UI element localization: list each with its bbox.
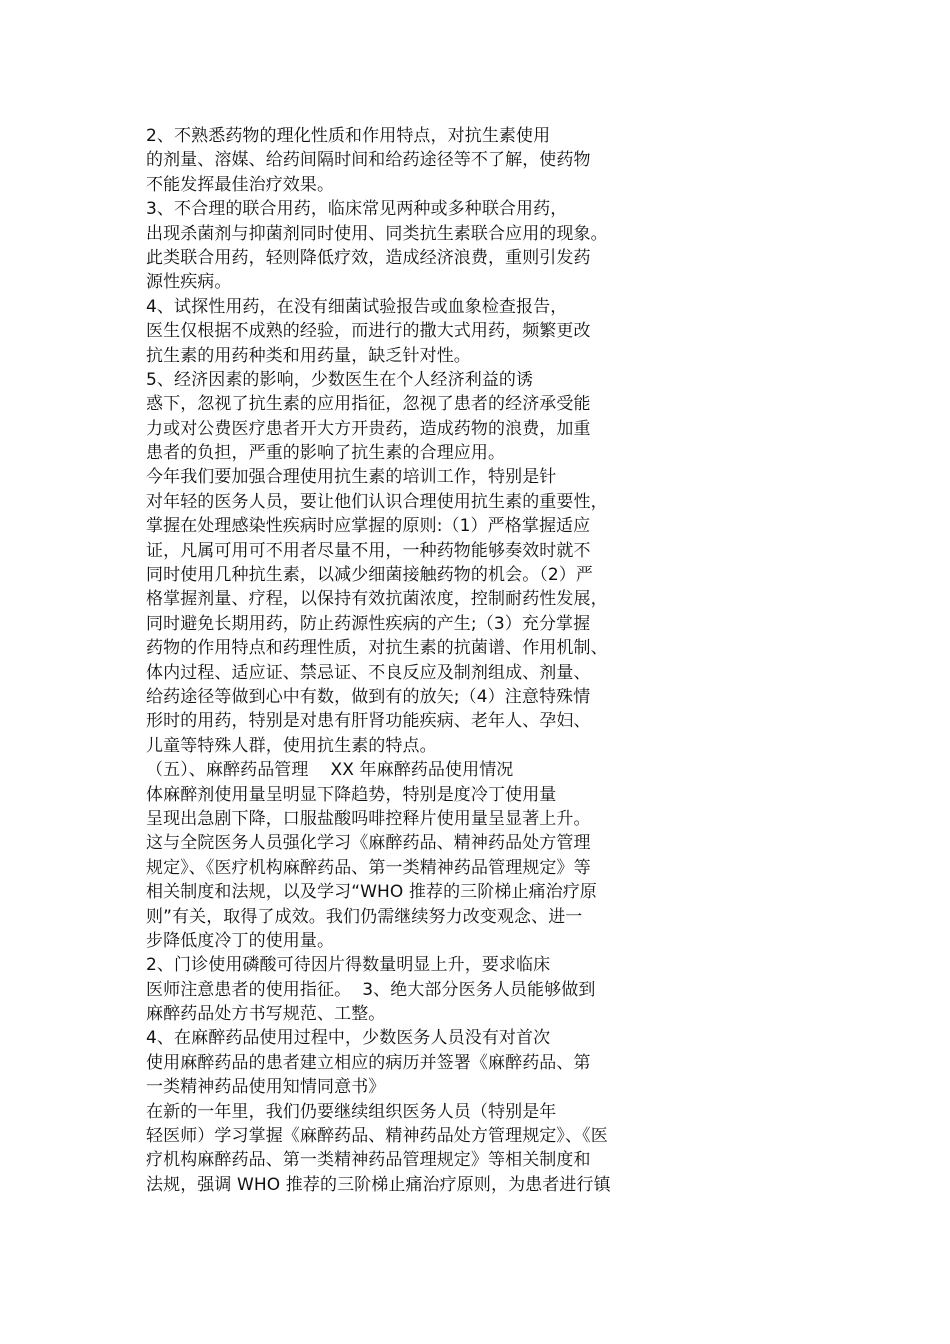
text-line: 3、不合理的联合用药，临床常见两种或多种联合用药， bbox=[146, 199, 568, 220]
text-line: 对年轻的医务人员，要让他们认识合理使用抗生素的重要性， bbox=[146, 491, 608, 512]
text-line: 则”有关，取得了成效。我们仍需继续努力改变观念、进一 bbox=[146, 906, 583, 927]
text-line: 患者的负担，严重的影响了抗生素的合理应用。 bbox=[146, 443, 506, 464]
text-line: 出现杀菌剂与抑菌剂同时使用、同类抗生素联合应用的现象。 bbox=[146, 223, 608, 244]
text-line: 医生仅根据不成熟的经验，而进行的撒大式用药，频繁更改 bbox=[146, 321, 591, 342]
text-line: 体麻醉剂使用量呈明显下降趋势，特别是度冷丁使用量 bbox=[146, 784, 557, 805]
text-line: 疗机构麻醉药品、第一类精神药品管理规定》等相关制度和 bbox=[146, 1150, 591, 1171]
text-line: 2、门诊使用磷酸可待因片得数量明显上升，要求临床 bbox=[146, 955, 551, 976]
text-line: 今年我们要加强合理使用抗生素的培训工作，特别是针 bbox=[146, 467, 557, 488]
text-line: 儿童等特殊人群，使用抗生素的特点。 bbox=[146, 735, 437, 756]
text-line: 麻醉药品处方书写规范、工整。 bbox=[146, 1004, 386, 1025]
text-line: 此类联合用药，轻则降低疗效，造成经济浪费，重则引发药 bbox=[146, 247, 591, 268]
text-line: 药物的作用特点和药理性质，对抗生素的抗菌谱、作用机制、 bbox=[146, 638, 608, 659]
text-line: 规定》、《医疗机构麻醉药品、第一类精神药品管理规定》等 bbox=[146, 857, 591, 878]
document-body-text bbox=[146, 124, 866, 1197]
text-line: 步降低度冷丁的使用量。 bbox=[146, 930, 335, 951]
text-line: 抗生素的用药种类和用药量，缺乏针对性。 bbox=[146, 345, 471, 366]
text-line: 使用麻醉药品的患者建立相应的病历并签署《麻醉药品、第 bbox=[146, 1052, 591, 1073]
text-line: 同时避免长期用药，防止药源性疾病的产生;（3）充分掌握 bbox=[146, 613, 591, 634]
text-line: 相关制度和法规，以及学习“WHO 推荐的三阶梯止痛治疗原 bbox=[146, 882, 597, 903]
text-line: 一类精神药品使用知情同意书》 bbox=[146, 1077, 386, 1098]
text-line: 轻医师）学习掌握《麻醉药品、精神药品处方管理规定》、《医 bbox=[146, 1126, 608, 1147]
text-line: 不能发挥最佳治疗效果。 bbox=[146, 174, 335, 195]
text-line: 形时的用药，特别是对患有肝肾功能疾病、老年人、孕妇、 bbox=[146, 711, 591, 732]
text-line: 医师注意患者的使用指征。 3、绝大部分医务人员能够做到 bbox=[146, 979, 596, 1000]
text-line: 呈现出急剧下降，口服盐酸吗啡控释片使用量呈显著上升。 bbox=[146, 808, 591, 829]
text-line: 掌握在处理感染性疾病时应掌握的原则:（1）严格掌握适应 bbox=[146, 516, 591, 537]
text-line: 格掌握剂量、疗程，以保持有效抗菌浓度，控制耐药性发展， bbox=[146, 589, 608, 610]
text-line: 4、在麻醉药品使用过程中，少数医务人员没有对首次 bbox=[146, 1028, 551, 1049]
text-line: 给药途径等做到心中有数，做到有的放矢;（4）注意特殊情 bbox=[146, 686, 591, 707]
text-line: 源性疾病。 bbox=[146, 272, 232, 293]
text-line: 体内过程、适应证、禁忌证、不良反应及制剂组成、剂量、 bbox=[146, 662, 591, 683]
text-line: 同时使用几种抗生素，以减少细菌接触药物的机会。（2）严 bbox=[146, 565, 594, 586]
text-line: 2、不熟悉药物的理化性质和作用特点，对抗生素使用 bbox=[146, 126, 551, 146]
text-line: 法规，强调 WHO 推荐的三阶梯止痛治疗原则，为患者进行镇 bbox=[146, 1174, 611, 1195]
text-line: 的剂量、溶媒、给药间隔时间和给药途径等不了解，使药物 bbox=[146, 150, 591, 171]
text-line: （五）、麻醉药品管理 XX 年麻醉药品使用情况 bbox=[146, 760, 514, 781]
text-line: 证，凡属可用可不用者尽量不用，一种药物能够奏效时就不 bbox=[146, 540, 591, 561]
text-line: 5、经济因素的影响，少数医生在个人经济利益的诱 bbox=[146, 369, 534, 390]
text-line: 力或对公费医疗患者开大方开贵药，造成药物的浪费，加重 bbox=[146, 418, 591, 439]
text-line: 4、试探性用药，在没有细菌试验报告或血象检查报告， bbox=[146, 296, 568, 317]
text-line: 惑下，忽视了抗生素的应用指征，忽视了患者的经济承受能 bbox=[146, 394, 591, 415]
text-line: 这与全院医务人员强化学习《麻醉药品、精神药品处方管理 bbox=[146, 833, 591, 854]
text-line: 在新的一年里，我们仍要继续组织医务人员（特别是年 bbox=[146, 1101, 557, 1122]
